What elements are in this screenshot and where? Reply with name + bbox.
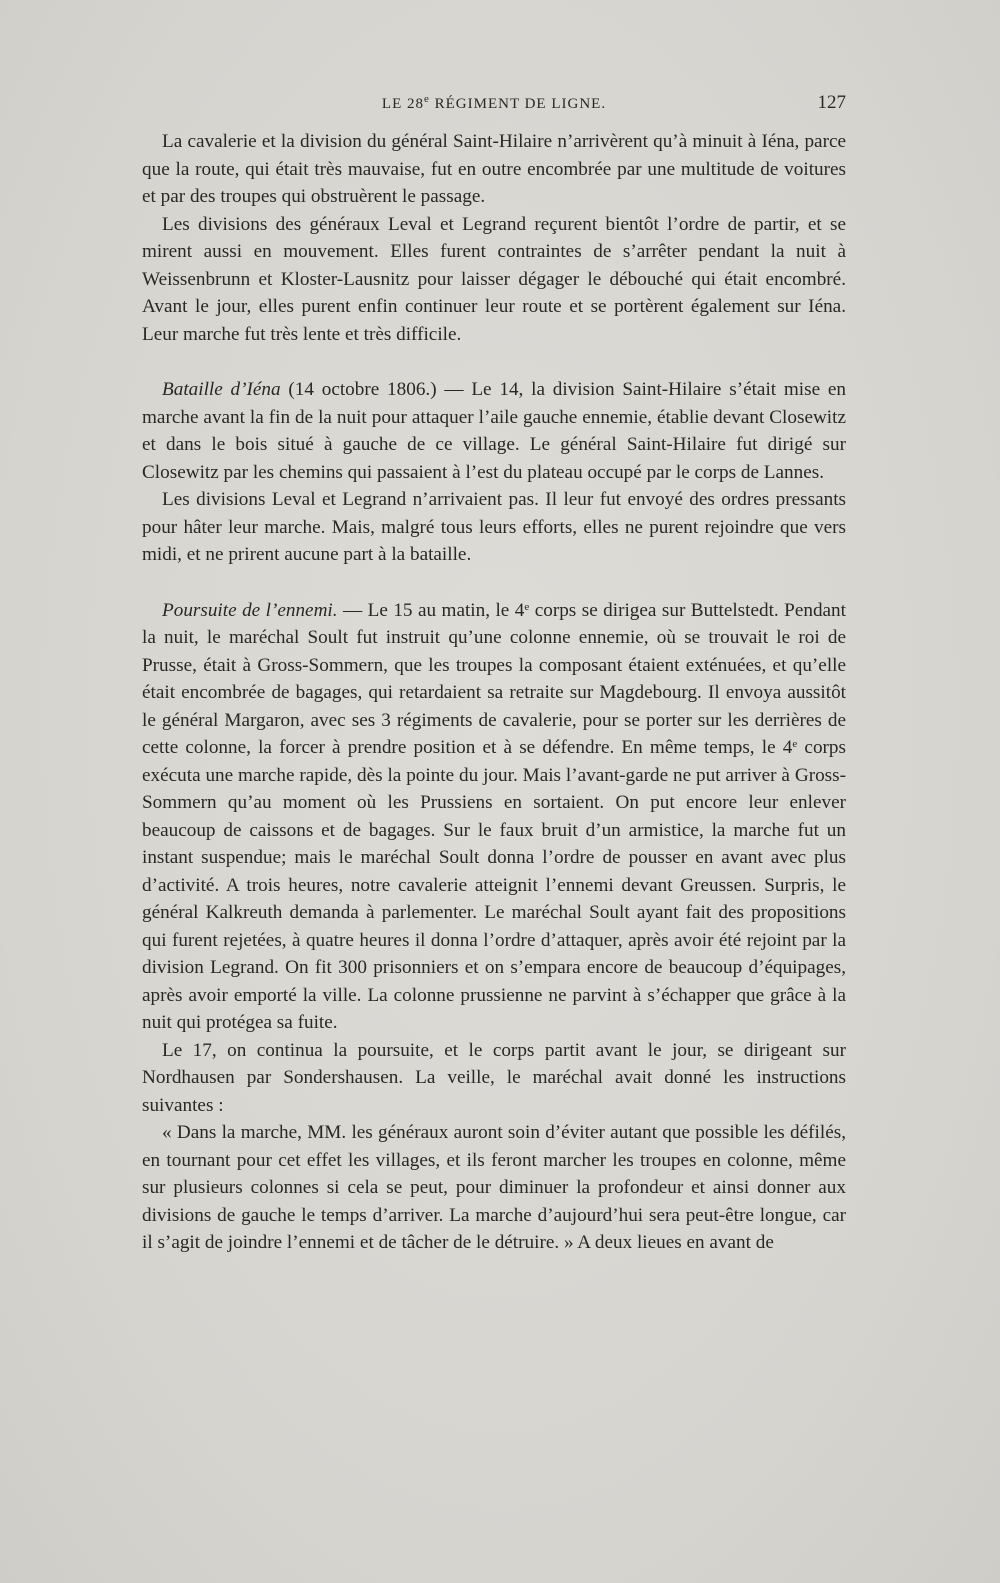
paragraph-1: La cavalerie et la division du général Saint-Hilaire n’arrivèrent qu’à minuit à Iéna, parce que la route, qui était très mauvaise, fut en outre encombrée par une multitude de voitures et par des troupes qui obstruèrent le passage.	[142, 131, 846, 207]
section-heading-poursuite: Poursuite de l’ennemi.	[162, 599, 338, 621]
page-header	[142, 92, 846, 120]
page-number: 127	[817, 92, 846, 113]
paragraph-4: Les divisions Leval et Legrand n’arrivaient pas. Il leur fut envoyé des ordres pressants pour hâter leur marche. Mais, malgré tous leurs efforts, elles ne purent rejoindre que vers midi, et ne prirent aucune part à la bataille.	[142, 489, 846, 565]
paragraph-poursuite: Poursuite de l’ennemi. — Le 15 au matin, le 4e corps se dirigea sur Buttelstedt. Pendant la nuit, le maréchal Soult fut instruit qu’une colonne ennemie, où se trouvait le roi de Prusse, était à Gross-Sommern, que les troupes la composant étaient exténuées, et qu’elle était encombrée de bagages, qui retardaient sa retraite sur Magdebourg. Il envoya aussitôt le général Margaron, avec ses 3 régiments de cavalerie, pour se porter sur les derrières de cette colonne, la forcer à prendre position et à se défendre. En même temps, le 4e corps exécuta une marche rapide, dès la pointe du jour. Mais l’avant-garde ne put arriver à Gross-Sommern qu’au moment où les Prussiens en sortaient. On put encore leur enlever beaucoup de caissons et de bagages. Sur le faux bruit d’un armistice, la marche fut un instant suspendue; mais le maréchal Soult donna l’ordre de pousser en avant avec plus d’activité. A trois heures, notre cavalerie atteignit l’ennemi devant Greussen. Surpris, le général Kalkreuth demanda à parlementer. Le maréchal Soult ayant fait des propositions qui furent rejetées, à quatre heures il donna l’ordre d’attaquer, après avoir été rejoint par la division Legrand. On fit 300 prisonniers et on s’empara encore de beaucoup d’équipages, après avoir emporté la ville. La colonne prussienne ne parvint à s’échapper que grâce à la nuit qui protégea sa fuite.	[142, 599, 846, 1033]
paragraph-bataille-iena: Bataille d’Iéna (14 octobre 1806.) — Le 14, la division Saint-Hilaire s’était mise en marche avant la fin de la nuit pour attaquer l’aile gauche ennemie, établie devant Closewitz et dans le bois situé à gauche de ce village. Le général Saint-Hilaire fut dirigé sur Closewitz par les chemins qui passaient à l’est du plateau occupé par le corps de Lannes.	[142, 379, 846, 483]
running-title: LE 28e RÉGIMENT DE LIGNE.	[381, 93, 607, 112]
body-text	[142, 128, 846, 1257]
paragraph-6: Le 17, on continua la poursuite, et le corps partit avant le jour, se dirigeant sur Nordhausen par Sondershausen. La veille, le maréchal avait donné les instructions suivantes :	[142, 1039, 846, 1116]
paragraph-2: Les divisions des généraux Leval et Legrand reçurent bientôt l’ordre de partir, et se mirent aussi en mouvement. Elles furent contraintes de s’arrêter pendant la nuit à Weissenbrunn et Kloster-Lausnitz pour laisser dégager le débouché qui était encombré. Avant le jour, elles purent enfin continuer leur route et se portèrent également sur Iéna. Leur marche fut très lente et très difficile.	[142, 213, 846, 345]
paragraph-7-quote: « Dans la marche, MM. les généraux auront soin d’éviter autant que possible les défilés, en tournant pour cet effet les villages, et ils feront marcher les troupes en colonne, même sur plusieurs colonnes si cela se peut, pour diminuer la profondeur et ainsi donner aux divisions de gauche le temps d’arriver. La marche d’aujourd’hui sera peut-être longue, car il s’agit de joindre l’ennemi et de tâcher de le détruire. » A deux lieues en avant de	[142, 1122, 846, 1253]
section-heading-bataille: Bataille d’Iéna	[162, 379, 281, 400]
